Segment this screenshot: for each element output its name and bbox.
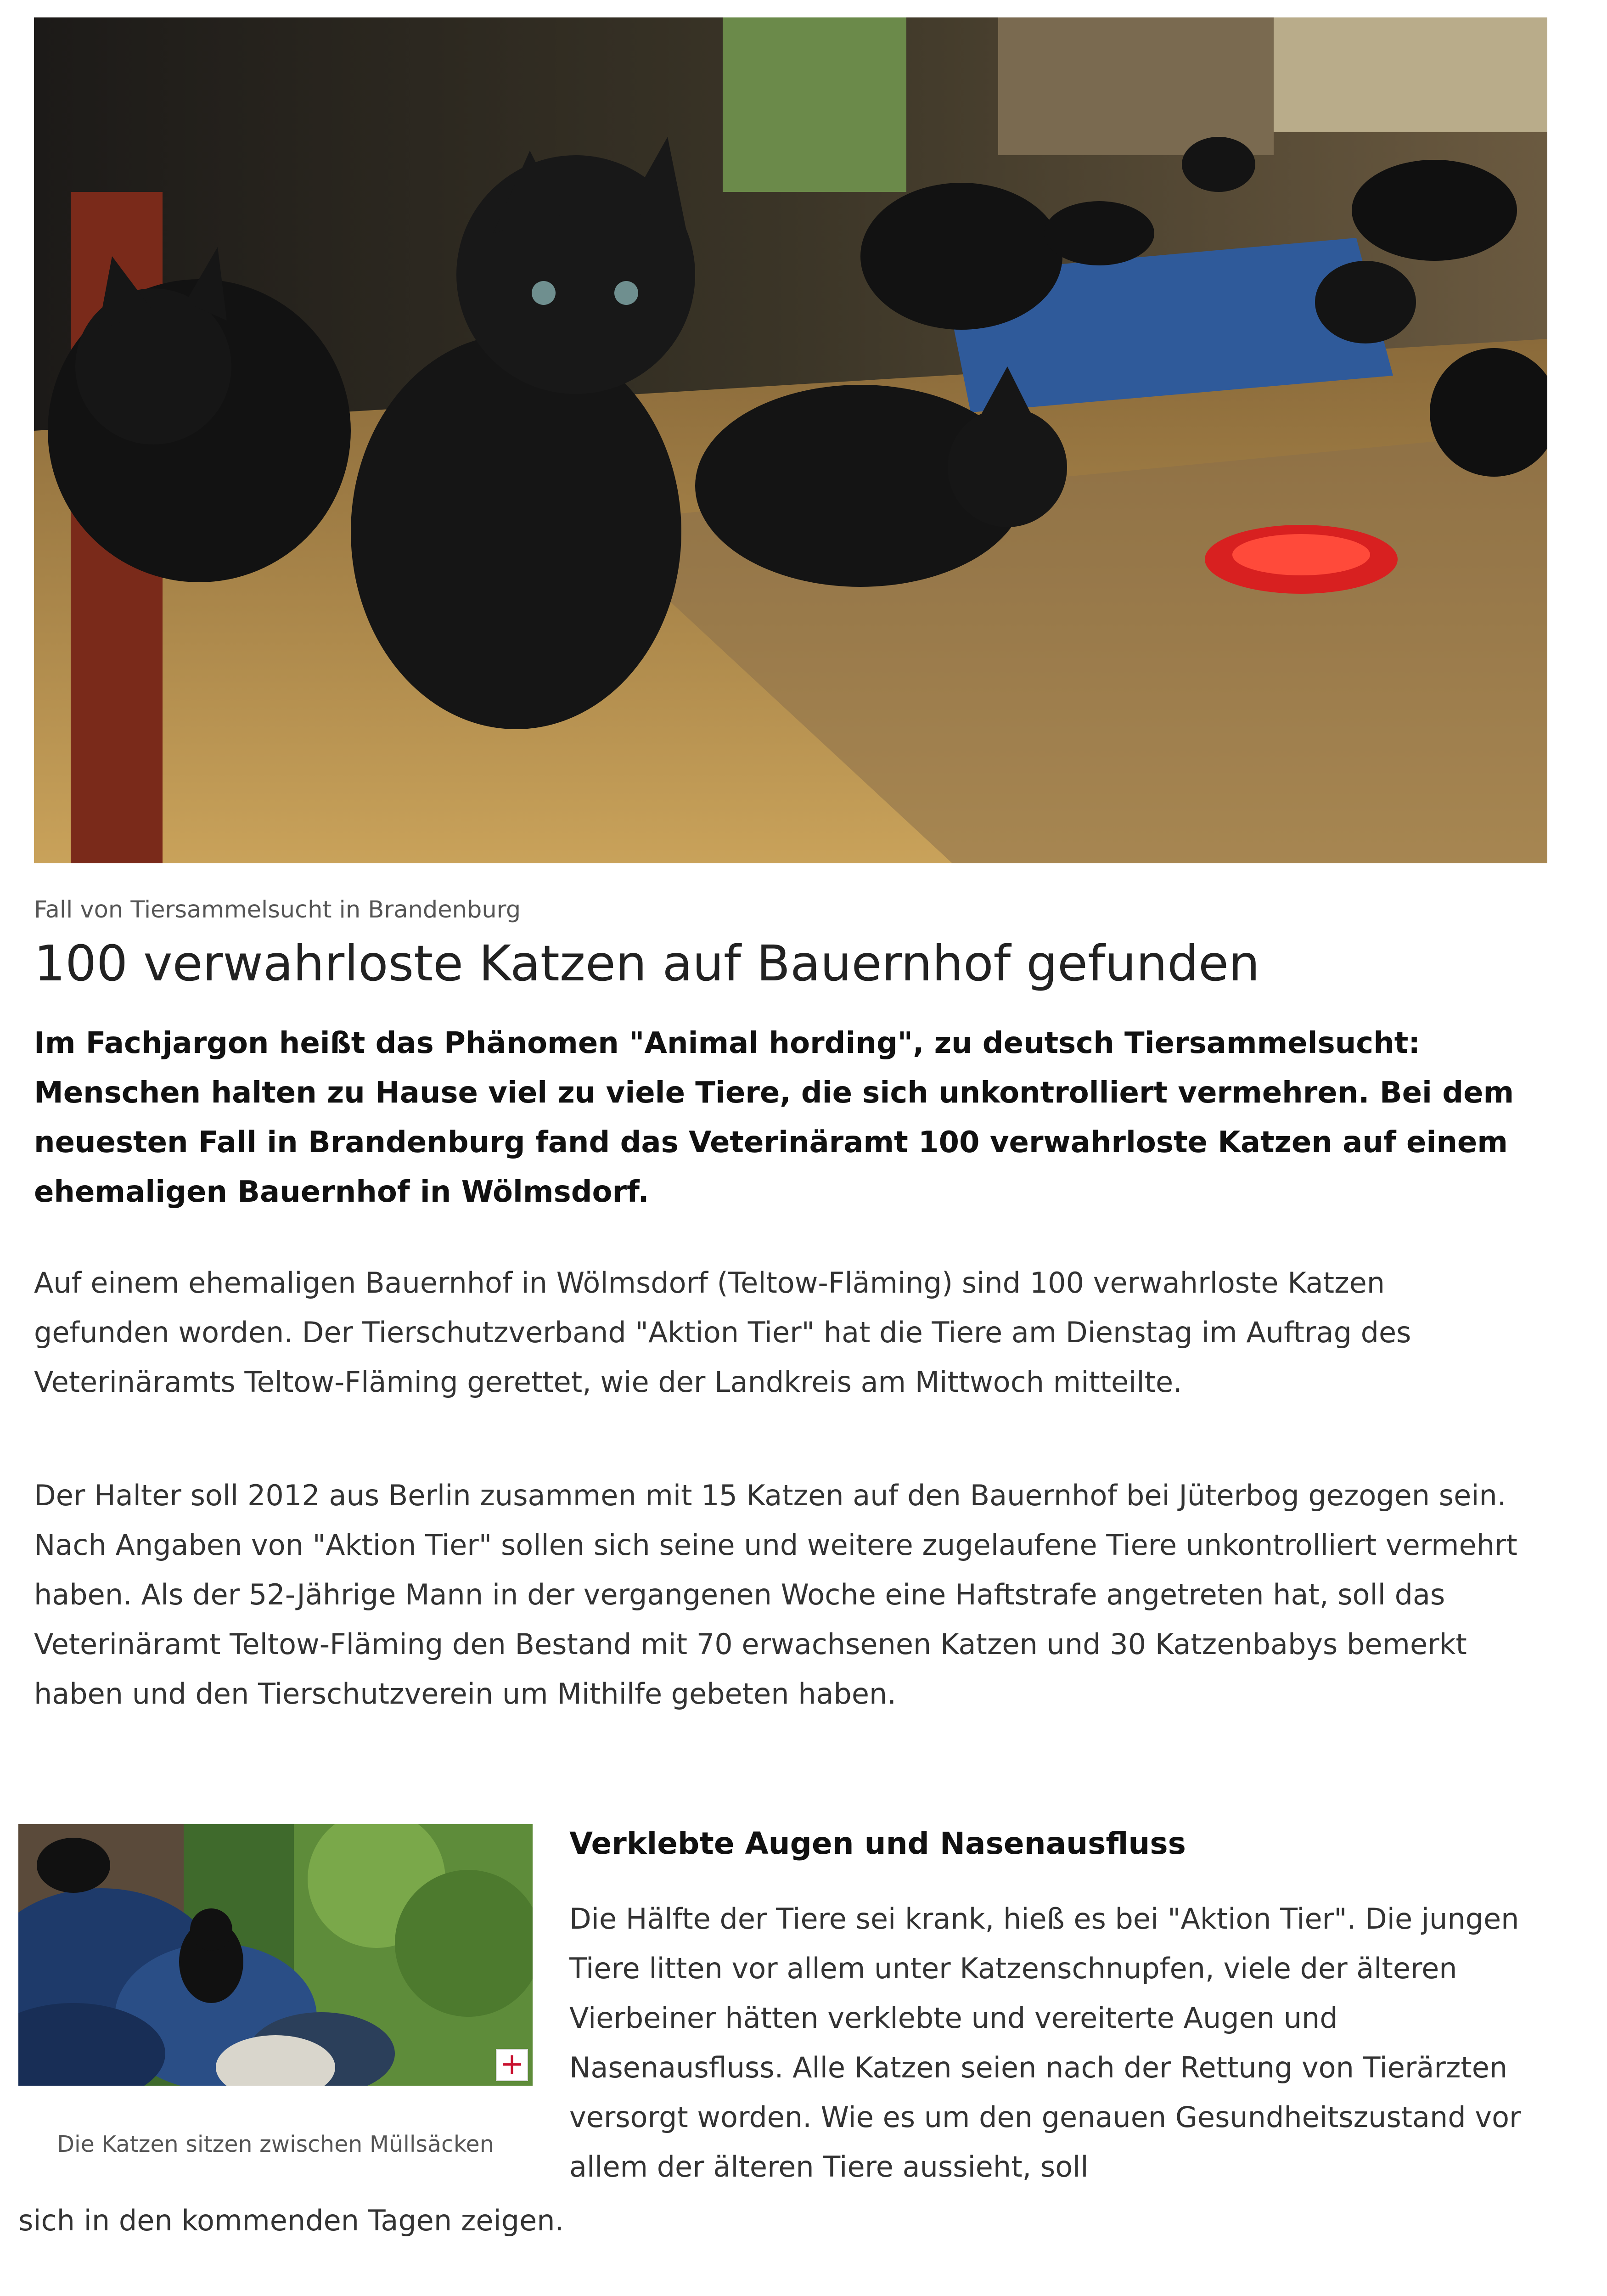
article-paragraph-1: Auf einem ehemaligen Bauernhof in Wölmsdorf (Teltow-Fläming) sind 100 verwahrloste Katzen gefunden worden. Der Tierschutzverband "Aktion Tier" hat die Tiere am Dienstag im Auftrag des Veterinäramts Teltow-Fläming gerettet, wie der Landkreis am Mittwoch mitteilte. [34, 1266, 1411, 1399]
article-kicker: Fall von Tiersammelsucht in Brandenburg [34, 896, 521, 923]
section-subheading: Verklebte Augen und Nasenausfluss [569, 1826, 1186, 1861]
image-caption: Die Katzen sitzen zwischen Müllsäcken [57, 2131, 494, 2157]
hero-image [34, 17, 1547, 863]
inline-image[interactable] [18, 1824, 533, 2086]
article-lead: Im Fachjargon heißt das Phänomen "Animal hording", zu deutsch Tiersammelsucht: Menschen halten zu Hause viel zu viele Tiere, die sich unkontrolliert vermehren. Bei dem neuesten Fall in Brandenburg fand das Veterinäramt 100 verwahrloste Katzen auf einem ehemaligen Bauernhof in Wölmsdorf. [34, 1026, 1514, 1209]
article-paragraph-3-continued: sich in den kommenden Tagen zeigen. [18, 2204, 564, 2237]
expand-image-icon[interactable]: + [496, 2049, 528, 2081]
cats-on-straw-photo [34, 17, 1547, 863]
cats-between-garbage-bags-photo [18, 1824, 533, 2086]
article-paragraph-3: Die Hälfte der Tiere sei krank, hieß es bei "Aktion Tier". Die jungen Tiere litten vor allem unter Katzenschnupfen, viele der älteren Vierbeiner hätten verklebte und vereiterte Augen und Nasenausfluss. Alle Katzen seien nach der Rettung von Tierärzten versorgt worden. Wie es um den genauen Gesundheitszustand vor allem der älteren Tiere aussieht, soll [569, 1902, 1521, 2183]
article-paragraph-2: Der Halter soll 2012 aus Berlin zusammen mit 15 Katzen auf den Bauernhof bei Jüterbog gezogen sein. Nach Angaben von "Aktion Tier" sollen sich seine und weitere zugelaufene Tiere unkontrolliert vermehrt haben. Als der 52-Jährige Mann in der vergangenen Woche eine Haftstrafe angetreten hat, soll das Veterinäramt Teltow-Fläming den Bestand mit 70 erwachsenen Katzen und 30 Katzenbabys bemerkt haben und den Tierschutzverein um Mithilfe gebeten haben. [34, 1479, 1517, 1711]
article-headline: 100 verwahrloste Katzen auf Bauernhof gefunden [34, 935, 1260, 992]
